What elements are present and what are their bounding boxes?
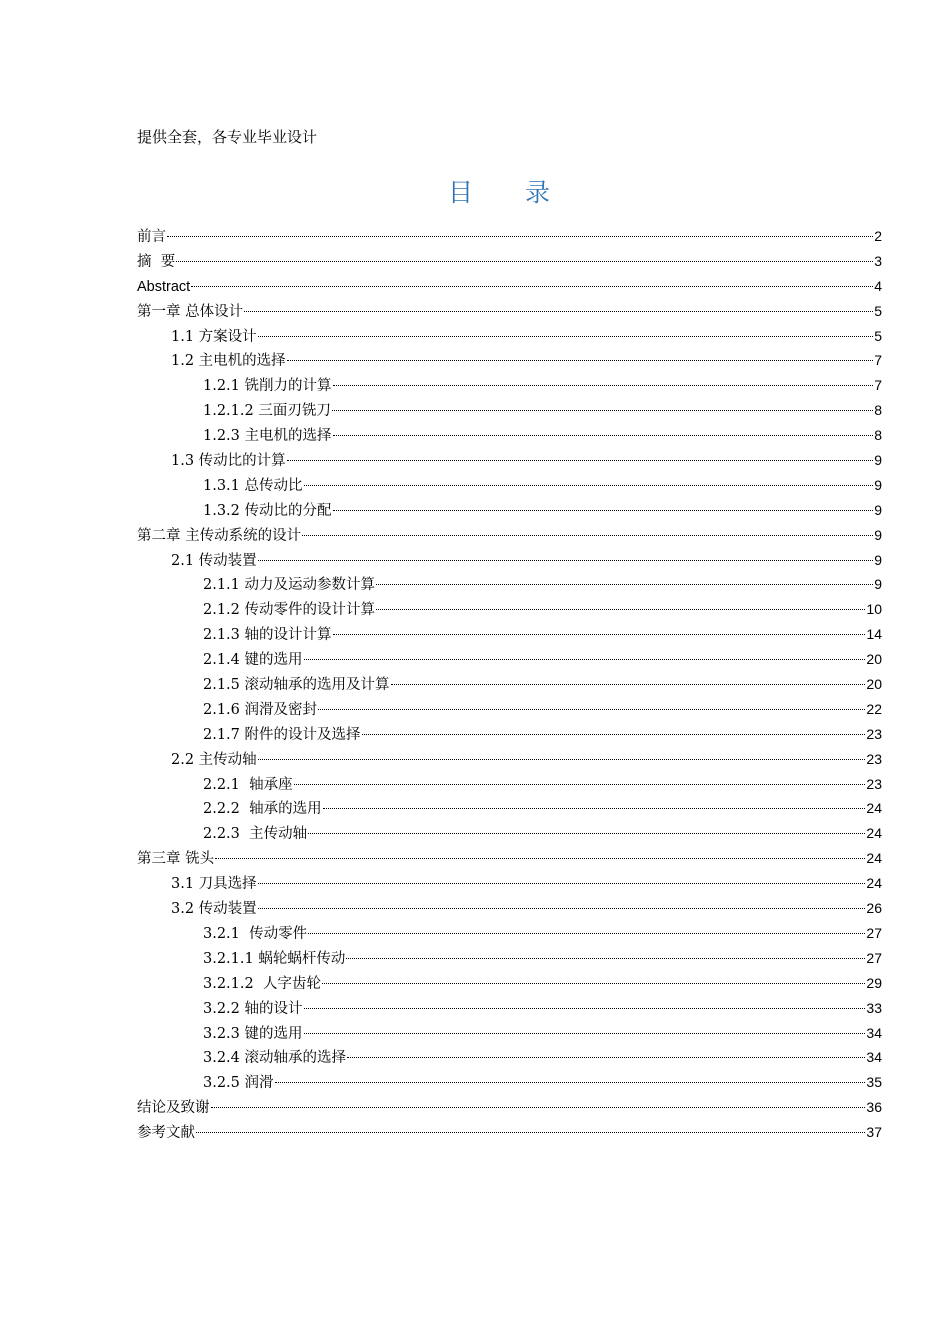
toc-dot-leader [167,236,873,237]
toc-entry[interactable] [137,749,882,774]
toc-dot-leader [347,1057,865,1058]
toc-dot-leader [258,908,866,909]
toc-title: 目 录 [448,178,572,207]
toc-entry-page: 9 [874,526,882,543]
toc-entry-page: 26 [866,900,882,917]
toc-dot-leader [323,808,866,809]
toc-entry[interactable] [137,724,882,749]
toc-entry[interactable] [137,1122,882,1147]
toc-dot-leader [176,261,873,262]
toc-dot-leader [304,485,874,486]
toc-entry[interactable] [137,475,882,500]
toc-dot-leader [304,659,866,660]
toc-entry-label: 2.2.2 轴承的选用 [203,801,322,818]
toc-entry[interactable] [137,649,882,674]
toc-entry[interactable] [137,276,882,301]
toc-entry-label: 1.1 方案设计 [171,328,257,345]
toc-entry-label: 1.3.1 总传动比 [203,477,303,494]
toc-dot-leader [362,734,866,735]
toc-entry[interactable] [137,326,882,351]
toc-dot-leader [376,609,865,610]
header-note: 提供全套，各专业毕业设计 [137,128,318,146]
toc-entry-label: 2.2.3 主传动轴 [203,826,308,843]
toc-entry-page: 9 [874,551,882,568]
toc-entry-page: 33 [866,999,882,1016]
toc-dot-leader [308,933,865,934]
toc-entry-label: 1.3 传动比的计算 [171,453,286,470]
toc-entry-page: 34 [866,1024,882,1041]
toc-entry-page: 8 [874,402,882,419]
toc-entry-label: 3.2.2 轴的设计 [203,1000,303,1017]
toc-entry-label: 第三章 铣头 [137,851,215,868]
toc-entry-page: 36 [866,1099,882,1116]
toc-entry-page: 5 [874,302,882,319]
toc-entry-page: 24 [866,800,882,817]
toc-entry-label: 3.2.5 润滑 [203,1075,274,1092]
toc-entry-page: 4 [874,277,882,294]
toc-entry-page: 7 [874,377,882,394]
toc-entry-label: 3.2.3 键的选用 [203,1025,303,1042]
toc-dot-leader [333,385,874,386]
toc-entry-page: 7 [874,352,882,369]
toc-entry-label: 2.1.2 传动零件的设计计算 [203,602,376,619]
toc-dot-leader [376,584,873,585]
toc-entry-page: 27 [866,924,882,941]
toc-entry-label: 1.2 主电机的选择 [171,353,286,370]
toc-dot-leader [258,560,874,561]
toc-dot-leader [391,684,866,685]
toc-entry-page: 24 [866,825,882,842]
toc-entry[interactable] [137,450,882,475]
toc-entry[interactable] [137,550,882,575]
toc-entry-label: 2.1.1 动力及运动参数计算 [203,577,376,594]
toc-dot-leader [244,311,873,312]
toc-entry-label: 3.2.1.1 蜗轮蜗杆传动 [203,950,346,967]
toc-entry[interactable] [137,1097,882,1122]
toc-entry-label: 3.2.4 滚动轴承的选择 [203,1050,347,1067]
toc-entry[interactable] [137,923,882,948]
toc-entry-page: 24 [866,875,882,892]
toc-dot-leader [333,634,866,635]
toc-dot-leader [287,360,874,361]
toc-entry-page: 23 [866,750,882,767]
toc-dot-leader [211,1107,866,1108]
toc-entry-page: 23 [866,775,882,792]
toc-entry[interactable] [137,699,882,724]
toc-entry-page: 22 [866,700,882,717]
toc-entry-label: 2.2 主传动轴 [171,751,257,768]
toc-entry[interactable] [137,500,882,525]
toc-entry[interactable] [137,1047,882,1072]
toc-entry-page: 2 [874,228,882,244]
toc-entry[interactable] [137,973,882,998]
toc-dot-leader [287,460,874,461]
toc-entry-page: 9 [874,476,882,493]
toc-entry-page: 24 [866,850,882,867]
toc-entry-page: 34 [866,1049,882,1066]
toc-entry[interactable] [137,624,882,649]
toc-entry-label: 2.1 传动装置 [171,552,257,569]
toc-dot-leader [304,1008,866,1009]
toc-entry-label: 2.1.3 轴的设计计算 [203,627,332,644]
toc-entry-label: 第二章 主传动系统的设计 [137,527,302,544]
toc-entry-page: 35 [866,1074,882,1091]
toc-entry-page: 9 [874,501,882,518]
toc-entry[interactable] [137,574,882,599]
toc-entry-page: 27 [866,949,882,966]
toc-entry[interactable] [137,873,882,898]
toc-entry[interactable] [137,948,882,973]
toc-entry-label: 2.2.1 轴承座 [203,776,293,793]
toc-entry[interactable] [137,774,882,799]
toc-entry-label: 参考文献 [137,1125,195,1142]
toc-entry-label: 1.2.3 主电机的选择 [203,428,332,445]
toc-entry-page: 37 [866,1124,882,1141]
toc-dot-leader [332,410,873,411]
toc-dot-leader [215,858,865,859]
toc-dot-leader [258,759,866,760]
toc-entry-page: 5 [874,327,882,344]
toc-entry-label: 2.1.7 附件的设计及选择 [203,726,361,743]
toc-entry[interactable] [137,425,882,450]
toc-entry[interactable] [137,823,882,848]
toc-entry-label: 1.2.1 铣削力的计算 [203,378,332,395]
toc-dot-leader [346,958,865,959]
toc-entry[interactable] [137,898,882,923]
toc-dot-leader [308,833,865,834]
toc-entry-label: 3.2.1.2 人字齿轮 [203,975,321,992]
toc-entry-page: 8 [874,427,882,444]
toc-dot-leader [191,286,873,287]
toc-entry[interactable] [137,375,882,400]
toc-entry-label: 1.2.1.2 三面刃铣刀 [203,403,331,420]
toc-entry-label: 前言 [137,229,166,245]
toc-dot-leader [196,1132,865,1133]
toc-dot-leader [333,510,874,511]
toc-dot-leader [275,1082,866,1083]
toc-dot-leader [258,883,866,884]
toc-entry[interactable] [137,998,882,1023]
toc-entry-page: 29 [866,974,882,991]
toc-dot-leader [318,709,865,710]
toc-entry-page: 14 [866,626,882,643]
toc-entry[interactable] [137,674,882,699]
toc-entry-page: 23 [866,725,882,742]
toc-entry[interactable] [137,848,882,873]
toc-entry-label: Abstract [137,278,191,295]
toc-entry-label: 3.2 传动装置 [171,901,257,918]
toc-entry-label: 3.1 刀具选择 [171,876,257,893]
toc-entry[interactable] [137,400,882,425]
toc-entry-page: 10 [866,601,882,618]
toc-dot-leader [294,784,866,785]
toc-entry[interactable] [137,1023,882,1048]
toc-entry[interactable] [137,301,882,326]
toc-dot-leader [304,1033,866,1034]
toc-entry-label: 3.2.1 传动零件 [203,925,308,942]
toc-entry-label: 2.1.5 滚动轴承的选用及计算 [203,677,390,694]
toc-entry[interactable] [137,350,882,375]
toc-entry-page: 3 [874,252,882,269]
toc-entry[interactable] [137,525,882,550]
toc-entry-page: 20 [866,676,882,693]
toc-entry-label: 摘 要 [137,253,176,270]
toc-entry-page: 9 [874,576,882,593]
toc-dot-leader [302,535,873,536]
toc-entry-page: 20 [866,651,882,668]
toc-entry-label: 结论及致谢 [137,1100,210,1117]
toc-entry[interactable] [137,1072,882,1097]
toc-entry[interactable] [137,226,882,251]
toc-entry-page: 9 [874,452,882,469]
toc-entry-label: 2.1.4 键的选用 [203,652,303,669]
toc-entry-label: 第一章 总体设计 [137,303,244,320]
toc-dot-leader [322,983,865,984]
toc-entry[interactable] [137,798,882,823]
toc-entry[interactable] [137,251,882,276]
toc-entry[interactable] [137,599,882,624]
toc-dot-leader [333,435,874,436]
toc-entry-label: 1.3.2 传动比的分配 [203,502,332,519]
toc-dot-leader [258,336,874,337]
toc-entry-label: 2.1.6 润滑及密封 [203,701,318,718]
table-of-contents [137,226,882,1147]
